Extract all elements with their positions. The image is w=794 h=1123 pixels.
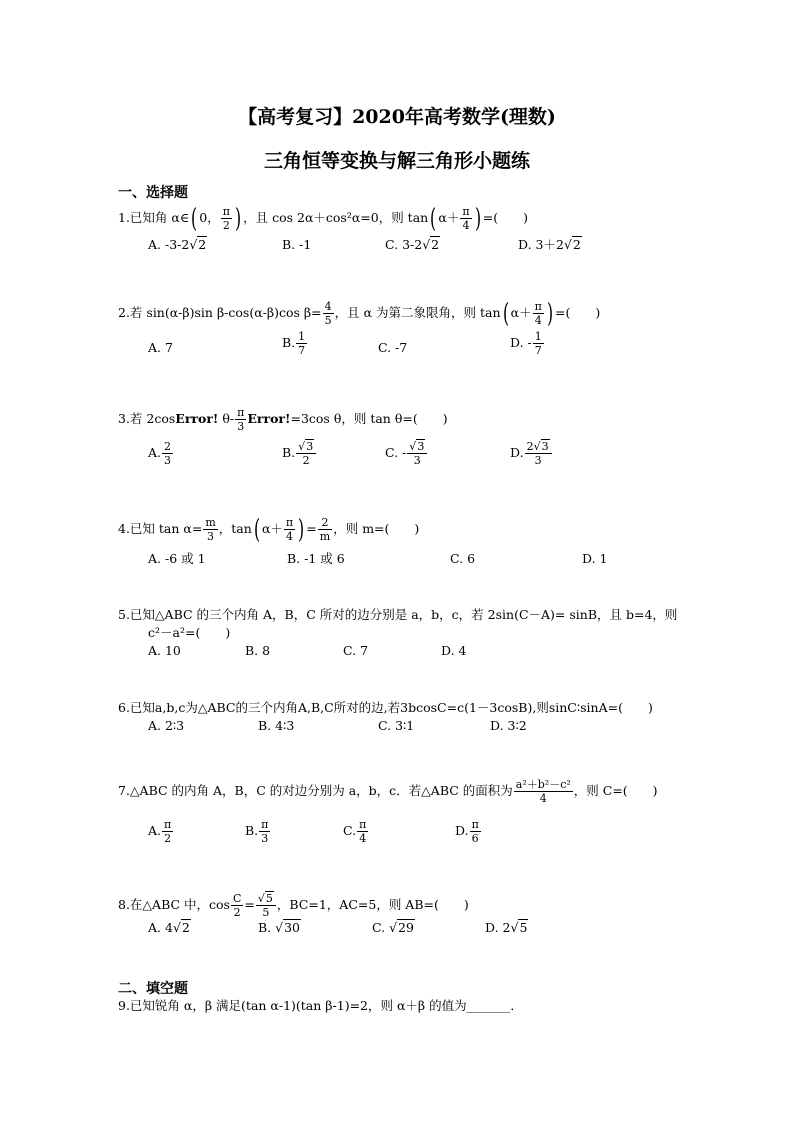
numerator: π (462, 205, 470, 218)
radicand: 2 (572, 237, 581, 252)
question-3 (118, 406, 448, 433)
question-1 (118, 205, 528, 232)
denominator: m (319, 530, 331, 543)
radicand: 5 (265, 892, 273, 905)
denominator: 3 (164, 454, 172, 467)
question-7 (118, 778, 658, 805)
q5-option-c: C. 7 (343, 643, 369, 658)
q4-option-c: C. 6 (450, 551, 476, 566)
denominator: 3 (237, 420, 245, 433)
numerator: π (359, 818, 367, 831)
numerator: π (164, 818, 172, 831)
q8-text-a: 8.在△ABC 中，cos (118, 897, 230, 912)
fraction (162, 818, 173, 845)
paren-left: ( (430, 203, 437, 234)
q2-option-a: A. 7 (148, 340, 173, 355)
fraction (525, 440, 552, 467)
denominator: 3 (413, 454, 421, 467)
q5-option-b: B. 8 (245, 643, 271, 658)
numerator: m (205, 516, 216, 529)
radicand: 30 (284, 920, 301, 935)
option-label: C. 3-2 (385, 237, 423, 252)
error-text: Error! (175, 411, 219, 426)
q8-option-c (372, 918, 415, 938)
q2-text-d: =( ) (555, 305, 601, 320)
denominator: 5 (324, 314, 332, 327)
question-5-line-2: c²－a²=( ) (148, 625, 231, 640)
fraction (296, 330, 307, 357)
denominator: 4 (359, 832, 367, 845)
question-8 (118, 892, 469, 919)
denominator: 2 (222, 219, 230, 232)
fraction (235, 406, 246, 433)
q3-option-c (385, 440, 428, 467)
numerator: 2 (318, 516, 332, 530)
option-label: B. (282, 445, 296, 460)
fraction (259, 818, 270, 845)
q2-text-c: α＋ (510, 305, 532, 320)
question-4 (118, 516, 419, 543)
sqrt-symbol: √ (275, 920, 284, 935)
sqrt-symbol: √ (389, 920, 398, 935)
fraction (203, 516, 217, 543)
q4-text-c: α＋ (261, 521, 283, 536)
fraction (470, 818, 481, 845)
radicand: 2 (181, 920, 190, 935)
option-label: D. - (510, 335, 532, 350)
q2-text-b: ，且 α 为第二象限角，则 tan (334, 305, 501, 320)
q7-option-b (245, 818, 271, 845)
q1-text-d: α＋ (438, 210, 460, 225)
numerator: √3 (296, 440, 316, 454)
fraction (318, 516, 332, 543)
denominator: 4 (539, 792, 547, 805)
denominator: 7 (298, 344, 306, 357)
option-label: D. (510, 445, 524, 460)
q2-text-a: 2.若 sin(α-β)sin β-cos(α-β)cos β= (118, 305, 322, 320)
q2-option-b (282, 330, 308, 357)
numerator: π (222, 205, 230, 218)
numerator: 1 (298, 330, 306, 343)
fraction (162, 440, 173, 467)
q3-text-a: 3.若 2cos (118, 411, 176, 426)
fraction (323, 300, 334, 327)
q1-option-a (148, 235, 207, 255)
q1-text-e: =( ) (482, 210, 528, 225)
q6-option-d: D. 3∶2 (490, 718, 527, 733)
fraction (284, 516, 295, 543)
option-label: B. (282, 335, 296, 350)
numerator: 4 (324, 300, 332, 313)
numerator: 2√3 (525, 440, 552, 454)
fraction (256, 892, 276, 919)
q5-option-a: A. 10 (148, 643, 181, 658)
paren-right: ) (474, 203, 481, 234)
paren-right: ) (234, 203, 242, 234)
paren-right: ) (298, 514, 305, 545)
question-2 (118, 300, 600, 327)
question-9: 9.已知锐角 α，β 满足(tan α-1)(tan β-1)=2，则 α＋β 的值为_______． (118, 998, 523, 1013)
q4-text-a: 4.已知 tan α= (118, 521, 203, 536)
question-5-line-1: 5.已知△ABC 的三个内角 A，B，C 所对的边分别是 a，b，c，若 2sin(C－A)= sinB，且 b=4，则 (118, 607, 678, 622)
fraction (231, 892, 243, 919)
fraction (460, 205, 471, 232)
option-label: D. (455, 823, 469, 838)
fraction (221, 205, 232, 232)
question-6: 6.已知a,b,c为△ABC的三个内角A,B,C所对的边,若3bcosC=c(1－3cosB),则sinC∶sinA=( ) (118, 700, 653, 715)
option-label: A. -3-2 (148, 237, 190, 252)
option-label: A. (148, 445, 162, 460)
section-choice-heading: 一、选择题 (118, 185, 188, 201)
paren-left: ( (253, 514, 260, 545)
option-label: D. 2 (485, 920, 511, 935)
fraction (533, 330, 544, 357)
radicand: 3 (417, 440, 425, 453)
radicand: 3 (306, 440, 314, 453)
q2-option-c: C. -7 (378, 340, 408, 355)
q7-option-d (455, 818, 482, 845)
q6-option-b: B. 4∶3 (258, 718, 295, 733)
section-fill-heading: 二、填空题 (118, 981, 188, 997)
q4-option-d: D. 1 (582, 551, 608, 566)
numerator: 1 (534, 330, 542, 343)
q8-option-a (148, 918, 191, 938)
q1-text-a: 1.已知角 α∈ (118, 210, 190, 225)
numerator: π (471, 818, 479, 831)
denominator: 2 (164, 832, 172, 845)
option-label: B. (245, 823, 259, 838)
q7-text-b: ，则 C=( ) (573, 783, 658, 798)
q3-option-b (282, 440, 317, 467)
paren-left: ( (502, 298, 509, 329)
denominator: 4 (286, 530, 294, 543)
q8-option-d (485, 918, 528, 938)
q5-option-d: D. 4 (441, 643, 467, 658)
numerator: π (261, 818, 269, 831)
option-label: D. 3＋2 (518, 237, 564, 252)
numerator: √3 (407, 440, 427, 454)
option-label: C. (343, 823, 357, 838)
option-label: B. (258, 920, 276, 935)
numerator: 2 (164, 440, 172, 453)
q3-option-a (148, 440, 174, 467)
paren-right: ) (546, 298, 553, 329)
numerator: π (237, 406, 245, 419)
paren-left: ( (191, 203, 198, 234)
fraction (407, 440, 427, 467)
q1-text-c: ，且 cos 2α＋cos²α=0，则 tan (243, 210, 429, 225)
fraction (296, 440, 316, 467)
q2-option-d (510, 330, 545, 357)
q1-option-d (518, 235, 582, 255)
radicand: 2 (198, 237, 207, 252)
numerator: √5 (256, 892, 276, 906)
q4-text-b: ，tan (218, 521, 252, 536)
q8-text-b: = (244, 897, 255, 912)
error-text: Error! (247, 411, 291, 426)
q7-text-a: 7.△ABC 的内角 A，B，C 的对边分别为 a，b，c．若△ABC 的面积为 (118, 783, 513, 798)
denominator: 3 (534, 454, 542, 467)
sqrt-symbol: √ (422, 237, 431, 252)
denominator: 4 (462, 219, 470, 232)
q6-option-c: C. 3∶1 (378, 718, 415, 733)
radicand: 29 (398, 920, 414, 935)
sqrt-symbol: √ (172, 920, 181, 935)
fraction (514, 778, 573, 805)
q1-option-b: B. -1 (282, 237, 312, 252)
fraction (533, 300, 544, 327)
numerator: π (534, 300, 542, 313)
q4-text-d: = (306, 521, 317, 536)
numerator: π (285, 516, 294, 529)
radicand: 3 (541, 440, 549, 453)
option-label: A. (148, 823, 162, 838)
title-line-2: 三角恒等变换与解三角形小题练 (263, 150, 530, 172)
q3-text-c: =3cos θ，则 tan θ=( ) (290, 411, 448, 426)
denominator: 3 (207, 530, 215, 543)
coefficient: 2 (526, 440, 534, 453)
radicand: 2 (431, 237, 440, 252)
q1-option-c (385, 235, 440, 255)
radicand: 5 (519, 920, 528, 935)
q1-text-b: 0， (199, 210, 220, 225)
q7-option-c (343, 818, 369, 845)
denominator: 5 (262, 906, 270, 919)
denominator: 2 (233, 906, 241, 919)
denominator: 2 (302, 454, 310, 467)
option-label: C. - (385, 445, 407, 460)
numerator: a²＋b²－c² (515, 778, 571, 791)
option-label: C. (372, 920, 390, 935)
option-label: A. 4 (148, 920, 173, 935)
q3-option-d (510, 440, 553, 467)
q8-option-b (258, 918, 301, 938)
sqrt-symbol: √ (189, 237, 198, 252)
denominator: 7 (534, 344, 542, 357)
sqrt-symbol: √ (563, 237, 572, 252)
q8-text-c: ，BC=1，AC=5，则 AB=( ) (276, 897, 469, 912)
q3-text-b: θ- (218, 411, 235, 426)
numerator: C (232, 892, 242, 905)
q6-option-a: A. 2∶3 (148, 718, 185, 733)
q7-option-a (148, 818, 174, 845)
denominator: 4 (534, 314, 542, 327)
title-line-1: 【高考复习】2020年高考数学(理数) (238, 106, 556, 128)
q4-option-a: A. -6 或 1 (148, 551, 206, 566)
denominator: 6 (471, 832, 479, 845)
fraction (357, 818, 368, 845)
q4-option-b: B. -1 或 6 (287, 551, 345, 566)
sqrt-symbol: √ (510, 920, 519, 935)
denominator: 3 (261, 832, 269, 845)
q4-text-e: ，则 m=( ) (333, 521, 420, 536)
